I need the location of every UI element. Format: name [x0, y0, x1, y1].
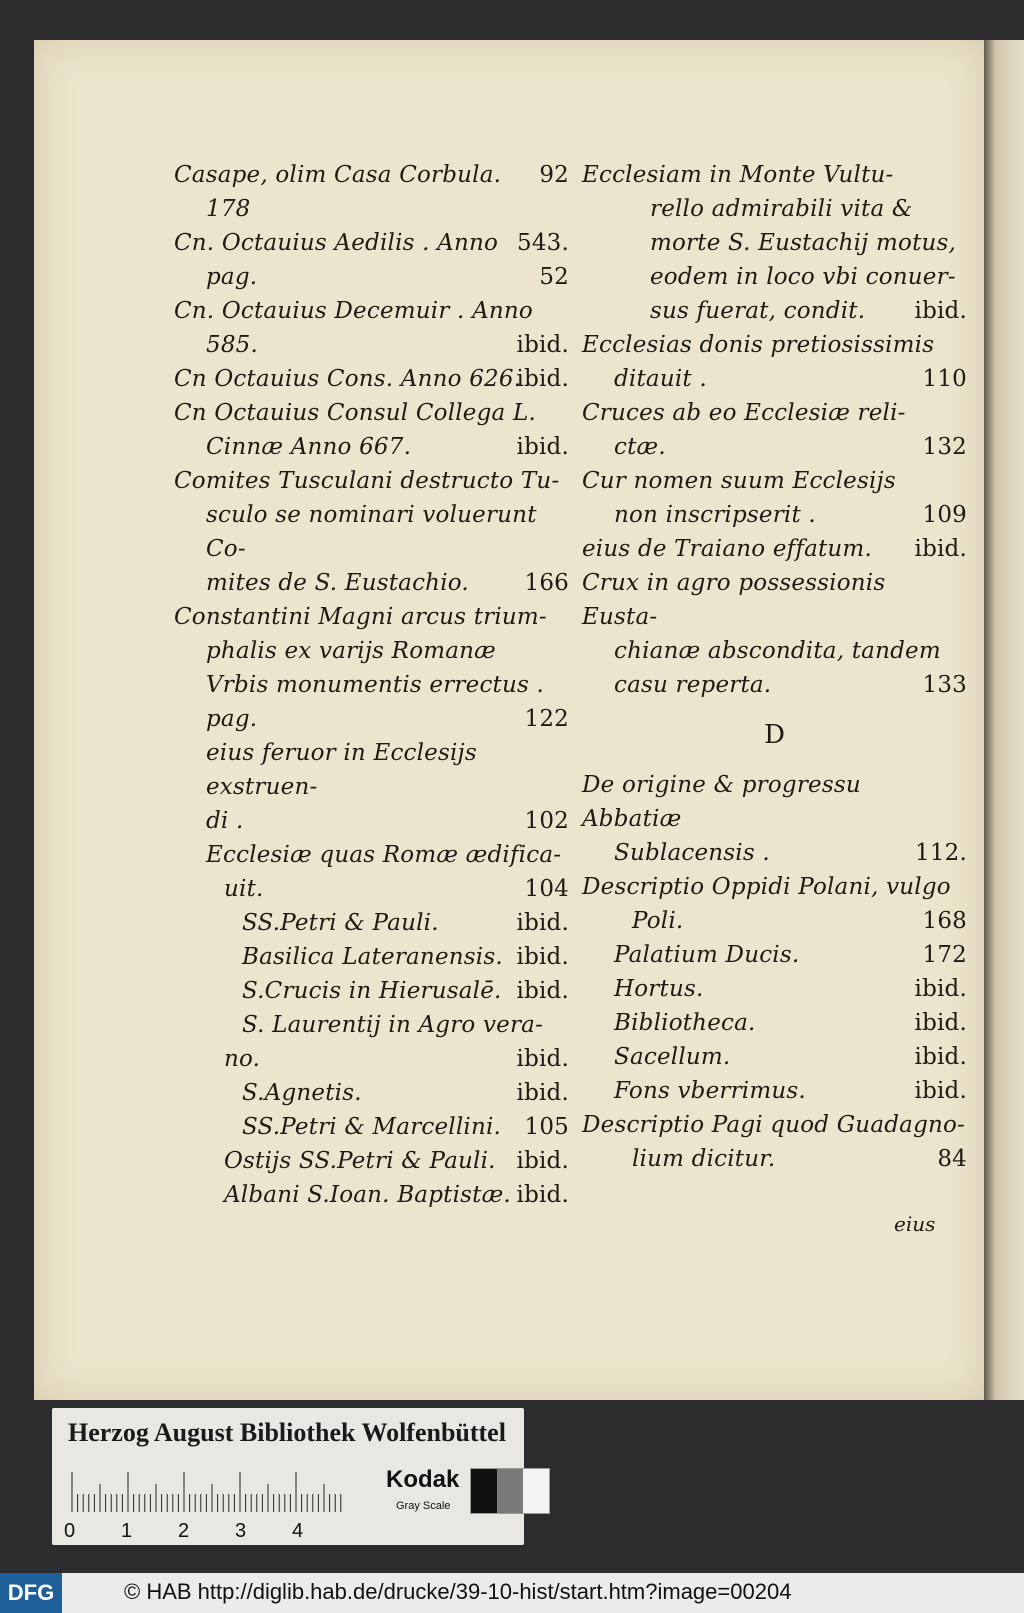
entry-text: eodem in loco vbi conuer- [650, 264, 956, 290]
index-entry [582, 226, 967, 260]
index-entry [582, 158, 967, 192]
entry-page: 84 [937, 1146, 967, 1172]
index-entry [582, 972, 967, 1006]
entry-page: 543. [516, 230, 569, 256]
entry-page: ibid. [516, 332, 569, 358]
entry-text: mites de S. Eustachio. [206, 570, 469, 596]
entry-page: ibid. [914, 536, 967, 562]
entry-text: pag. [206, 264, 258, 290]
entry-text: De origine & progressu Abbatiæ [582, 772, 861, 832]
entry-page: 172 [922, 942, 967, 968]
entry-page: 168 [922, 908, 967, 934]
entry-text: Crux in agro possessionis Eusta- [582, 570, 886, 630]
entry-text: Sacellum. [614, 1044, 731, 1070]
book-page [34, 40, 984, 1400]
index-entry [174, 1042, 569, 1076]
entry-text: Descriptio Pagi quod Guadagno- [582, 1112, 966, 1138]
swatch-black [471, 1469, 497, 1513]
index-entry [174, 736, 569, 804]
index-entry [582, 294, 967, 328]
entry-text: morte S. Eustachij motus, [650, 230, 957, 256]
entry-text: no. [224, 1046, 261, 1072]
index-entry [174, 1110, 569, 1144]
index-entry [174, 974, 569, 1008]
entry-text: ctæ. [614, 434, 666, 460]
entry-page: ibid. [516, 910, 569, 936]
entry-text: Ecclesias donis pretiosissimis [582, 332, 935, 358]
entry-page: ibid. [516, 434, 569, 460]
index-entry [174, 1008, 569, 1042]
entry-page: ibid. [516, 944, 569, 970]
index-entry [582, 768, 967, 836]
book-edge [980, 40, 1024, 1400]
entry-text: Sublacensis . [614, 840, 770, 866]
entry-text: Cinnæ Anno 667. [206, 434, 412, 460]
entry-text: Basilica Lateranensis. [242, 944, 503, 970]
entry-page: ibid. [914, 1010, 967, 1036]
entry-text: Ecclesiam in Monte Vultu- [582, 162, 894, 188]
index-entry [174, 226, 569, 260]
entry-text: casu reperta. [614, 672, 772, 698]
entry-page: ibid. [914, 298, 967, 324]
entry-text: di . [206, 808, 244, 834]
entry-page: 102 [524, 808, 569, 834]
index-entry [174, 600, 569, 634]
entry-page: ibid. [914, 976, 967, 1002]
index-entry [582, 870, 967, 904]
entry-text: Ecclesiæ quas Romæ ædifica- [206, 842, 562, 868]
kodak-logo: Kodak [386, 1466, 460, 1493]
index-entry [582, 904, 967, 938]
entry-text: S. Laurentij in Agro vera- [242, 1012, 544, 1038]
entry-page: 109 [922, 502, 967, 528]
index-entry [174, 838, 569, 872]
entry-page: ibid. [516, 1148, 569, 1174]
entry-text: S.Crucis in Hierusalē. [242, 978, 502, 1004]
entry-text: SS.Petri & Marcellini. [242, 1114, 502, 1140]
entry-page: ibid. [516, 1182, 569, 1208]
index-entry [174, 1076, 569, 1110]
entry-text: Poli. [632, 908, 684, 934]
catchword: eius [894, 1212, 936, 1236]
entry-page: ibid. [914, 1078, 967, 1104]
entry-text: non inscripserit . [614, 502, 816, 528]
entry-text: Cn. Octauius Decemuir . Anno [174, 298, 533, 324]
entry-text: Albani S.Ioan. Baptistæ. [224, 1182, 511, 1208]
entry-page: ibid. [914, 1044, 967, 1070]
library-name: Herzog August Bibliothek Wolfenbüttel [68, 1418, 506, 1447]
index-entry [174, 872, 569, 906]
entry-page: 133 [922, 672, 967, 698]
entry-text: 178 [206, 196, 251, 222]
index-entry [582, 1142, 967, 1176]
index-entry [174, 906, 569, 940]
entry-text: Constantini Magni arcus trium- [174, 604, 547, 630]
index-entry [174, 192, 569, 226]
section-letter: D [764, 720, 785, 750]
index-entry [582, 1006, 967, 1040]
entry-text: ditauit . [614, 366, 707, 392]
entry-text: sculo se nominari voluerunt Co- [206, 502, 537, 562]
index-entry [174, 1178, 569, 1212]
index-entry [582, 396, 967, 430]
entry-page: ibid. [516, 366, 569, 392]
entry-page: 105 [524, 1114, 569, 1140]
entry-page: 92 [539, 162, 569, 188]
index-entry [582, 498, 967, 532]
entry-text: Comites Tusculani destructo Tu- [174, 468, 560, 494]
ruler-number: 1 [121, 1520, 133, 1542]
entry-text: Ostijs SS.Petri & Pauli. [224, 1148, 496, 1174]
index-entry [174, 566, 569, 600]
index-entry [582, 566, 967, 634]
footer-bar [0, 1573, 1024, 1613]
entry-text: Cn Octauius Cons. Anno 626. [174, 366, 522, 392]
index-entry [174, 294, 569, 328]
index-entry [174, 804, 569, 838]
entry-text: pag. [206, 706, 258, 732]
entry-text: eius de Traiano effatum. [582, 536, 872, 562]
entry-text: rello admirabili vita & [650, 196, 913, 222]
entry-text: SS.Petri & Pauli. [242, 910, 439, 936]
entry-text: Casape, olim Casa Corbula. [174, 162, 502, 188]
entry-page: ibid. [516, 1080, 569, 1106]
entry-page: 110 [922, 366, 967, 392]
index-entry [174, 396, 569, 430]
index-entry [582, 836, 967, 870]
entry-text: lium dicitur. [632, 1146, 776, 1172]
entry-text: chianæ abscondita, tandem [614, 638, 941, 664]
entry-page: 132 [922, 434, 967, 460]
index-entry [174, 362, 569, 396]
entry-page: 104 [524, 876, 569, 902]
entry-text: sus fuerat, condit. [650, 298, 866, 324]
index-entry [582, 260, 967, 294]
ruler-number: 4 [292, 1520, 304, 1542]
index-entry [582, 634, 967, 668]
index-entry [174, 702, 569, 736]
entry-page: 112. [914, 840, 967, 866]
entry-text: Palatium Ducis. [614, 942, 800, 968]
index-entry [174, 1144, 569, 1178]
entry-text: Vrbis monumentis errectus . [206, 672, 545, 698]
entry-text: eius feruor in Ecclesijs exstruen- [206, 740, 477, 800]
entry-page: 52 [539, 264, 569, 290]
entry-text: Cn. Octauius Aedilis . Anno [174, 230, 499, 256]
entry-page: 122 [524, 706, 569, 732]
entry-page: ibid. [516, 1046, 569, 1072]
left-column [174, 158, 569, 1212]
entry-text: Descriptio Oppidi Polani, vulgo [582, 874, 951, 900]
swatch-gray [497, 1469, 523, 1513]
index-entry [582, 532, 967, 566]
index-entry [174, 634, 569, 668]
index-entry [582, 1040, 967, 1074]
gray-scale-label: Gray Scale [396, 1500, 451, 1512]
index-entry [582, 328, 967, 362]
ruler-number: 0 [64, 1520, 76, 1542]
entry-text: Cn Octauius Consul Collega L. [174, 400, 536, 426]
index-entry [174, 498, 569, 566]
index-entry [174, 158, 569, 192]
index-entry [582, 430, 967, 464]
right-column [582, 158, 967, 1176]
library-label [52, 1408, 524, 1545]
entry-text: S.Agnetis. [242, 1080, 362, 1106]
footer-credit[interactable]: © HAB http://diglib.hab.de/drucke/39-10-hist/start.htm?image=00204 [124, 1579, 792, 1604]
index-entry [582, 362, 967, 396]
index-entry [582, 1074, 967, 1108]
index-entry [174, 668, 569, 702]
entry-text: 585. [206, 332, 259, 358]
index-entry [174, 430, 569, 464]
dfg-logo[interactable]: DFG [0, 1573, 62, 1613]
entry-text: Bibliotheca. [614, 1010, 756, 1036]
index-entry [174, 464, 569, 498]
index-entry [582, 938, 967, 972]
index-entry [582, 464, 967, 498]
scale-ruler [68, 1472, 348, 1512]
entry-text: uit. [224, 876, 264, 902]
ruler-number: 3 [235, 1520, 247, 1542]
entry-text: Hortus. [614, 976, 704, 1002]
entry-page: 166 [524, 570, 569, 596]
gray-scale-swatches [470, 1468, 550, 1514]
index-entry [582, 668, 967, 702]
index-entry [582, 192, 967, 226]
entry-text: Cruces ab eo Ecclesiæ reli- [582, 400, 906, 426]
ruler-number: 2 [178, 1520, 190, 1542]
entry-text: Cur nomen suum Ecclesijs [582, 468, 896, 494]
index-entry [174, 328, 569, 362]
index-entry [582, 1108, 967, 1142]
entry-text: phalis ex varijs Romanæ [206, 638, 496, 664]
entry-page: ibid. [516, 978, 569, 1004]
entry-text: Fons vberrimus. [614, 1078, 806, 1104]
index-entry [174, 260, 569, 294]
index-entry [174, 940, 569, 974]
swatch-white [523, 1469, 549, 1513]
